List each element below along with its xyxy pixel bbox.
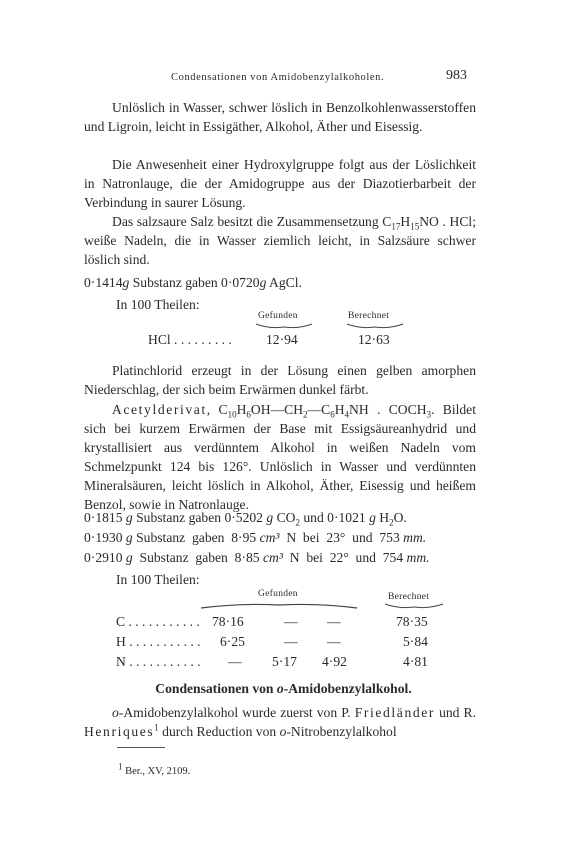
footnote: $^1$ Ber., XV, 2109. xyxy=(118,761,191,777)
table1-calc-value: 12·63 xyxy=(358,332,390,347)
table2-intro: In 100 Theilen: xyxy=(116,572,200,587)
table2-brace-calc xyxy=(384,602,444,610)
table2-cell: — xyxy=(327,634,341,649)
table2-cell: 5·84 xyxy=(403,634,428,649)
paragraph-intro: o-Amidobenzylalkohol wurde zuerst von P. Friedländer und R. Henriques$^1$ durch Reduction von o-Nitrobenzylalkohol xyxy=(84,705,477,739)
paragraph-hydroxyl: Die Anwesenheit einer Hydroxylgruppe folgt aus der Löslichkeit in Natronlauge, die der Amidogruppe aus der Diazotierbarbeit der Verbindung in saurer Lösung. xyxy=(84,157,476,210)
table2-cell: 4·81 xyxy=(403,654,428,669)
table2-cell: 6·25 xyxy=(220,634,245,649)
analysis-line-2: 0·1930 g Substanz gaben 8·95 cm³ N bei 23° und 753 mm. xyxy=(84,530,427,545)
table2-header-found: Gefunden xyxy=(258,589,298,599)
section-heading: Condensationen von o-Amidobenzylalkohol. xyxy=(155,681,412,696)
analysis-line-1: 0·1815 g Substanz gaben 0·5202 g $CO_2$ und 0·1021 g $H_2O$. xyxy=(84,510,407,528)
table1-found-value: 12·94 xyxy=(266,332,298,347)
paragraph-hydrochloride: Das salzsaure Salz besitzt die Zusammensetzung $C_{17}H_{15}NO$ . HCl; weiße Nadeln, die in Wasser ziemlich leicht, in Salzsäure schwer löslich sind. xyxy=(84,214,476,267)
table1-brace-calc xyxy=(346,322,404,330)
table2-row-label: N . . . . . . . . . . . xyxy=(116,654,201,669)
table2-cell: 4·92 xyxy=(322,654,347,669)
header-title: Condensationen von Amidobenzylalkoholen. xyxy=(171,72,385,83)
table2-row-label: C . . . . . . . . . . . xyxy=(116,614,200,629)
table2-cell: — xyxy=(327,614,341,629)
table2-cell: — xyxy=(284,614,298,629)
table1-header-found: Gefunden xyxy=(258,311,298,321)
footnote-rule xyxy=(117,747,165,748)
table1-row-label: HCl . . . . . . . . . xyxy=(148,332,232,347)
table1-brace-found xyxy=(255,322,313,330)
table1-intro: In 100 Theilen: xyxy=(116,297,200,312)
table2-header-calc: Berechnet xyxy=(388,592,430,602)
table2-row-label: H . . . . . . . . . . . xyxy=(116,634,201,649)
running-header xyxy=(0,68,567,88)
analysis-agcl: 0·1414g Substanz gaben 0·0720g AgCl. xyxy=(84,275,302,290)
table2-cell: 78·35 xyxy=(396,614,428,629)
paragraph-solubility: Unlöslich in Wasser, schwer löslich in Benzolkohlenwasserstoffen und Ligroin, leicht in Essigäther, Alkohol, Äther und Eisessig. xyxy=(84,100,476,134)
paragraph-acetyl: Acetylderivat, $C_{10}H_6OH—CH_2—C_6H_4NH$ . $COCH_3$. Bildet sich bei kurzem Erwärmen der Base mit Essigsäureanhydrid und krystallisiert aus verdünntem Alkohol in weißen Nadeln vom Schmelzpunkt 124 bis 126°. Unlöslich in Wasser und verdünnten Mineralsäuren, leicht löslich in Alkohol, Äther, Eisessig und heißem Benzol, sowie in Natronlauge. xyxy=(84,402,476,512)
table1-header-calc: Berechnet xyxy=(348,311,390,321)
table2-cell: 78·16 xyxy=(212,614,244,629)
table2-cell: 5·17 xyxy=(272,654,297,669)
page-number: 983 xyxy=(446,68,467,83)
table2-cell: — xyxy=(228,654,242,669)
table2-brace-found xyxy=(200,600,358,610)
paragraph-platinum: Platinchlorid erzeugt in der Lösung einen gelben amorphen Niederschlag, der sich beim Erwärmen dunkel färbt. xyxy=(84,363,476,397)
analysis-line-3: 0·2910 g Substanz gaben 8·85 cm³ N bei 22° und 754 mm. xyxy=(84,550,430,565)
table2-cell: — xyxy=(284,634,298,649)
